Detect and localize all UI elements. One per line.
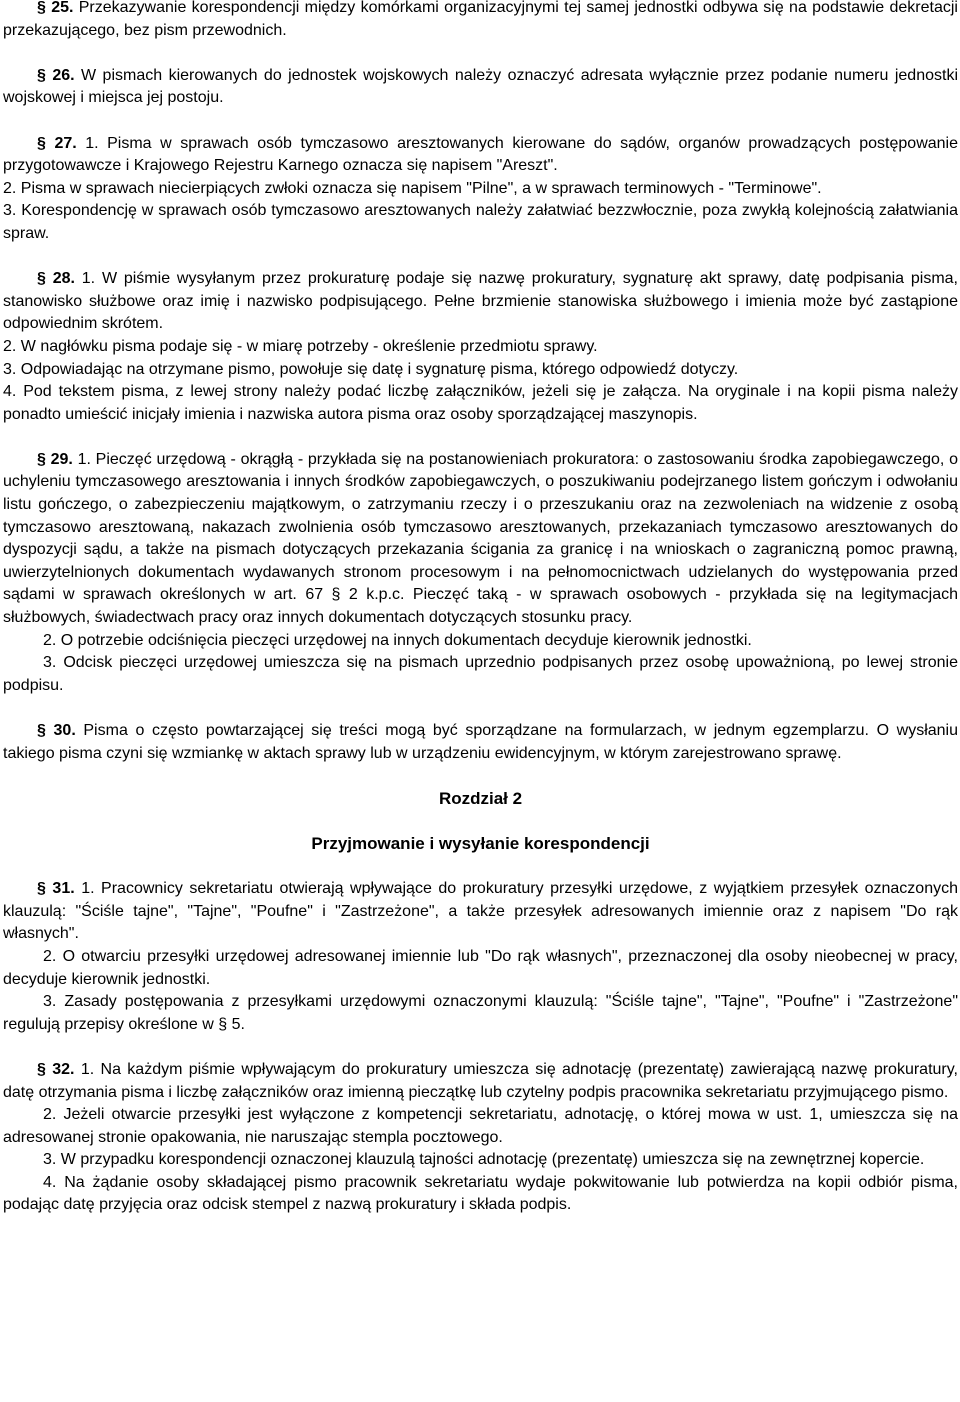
paragraph: 3. Odcisk pieczęci urzędowej umieszcza się na pismach uprzednio podpisanych przez osobę upoważnioną, po lewej stronie podpisu.	[3, 654, 958, 694]
section-number: § 27.	[37, 134, 77, 152]
section-number: § 28.	[37, 270, 75, 288]
paragraph-text: W pismach kierowanych do jednostek wojskowych należy oznaczyć adresata wyłącznie przez podanie numeru jednostki wojskowej i miejsca jej postoju.	[3, 66, 958, 107]
paragraph: 3. Odpowiadając na otrzymane pismo, powołuje się datę i sygnaturę pisma, którego odpowiedź dotyczy.	[3, 360, 739, 378]
document-page	[3, 0, 958, 1217]
section-27	[3, 133, 958, 246]
section-number: § 32.	[37, 1060, 75, 1078]
paragraph	[3, 0, 958, 42]
section-number: § 31.	[37, 880, 75, 898]
paragraph	[3, 720, 958, 765]
paragraph: 3. W przypadku korespondencji oznaczonej klauzulą tajności adnotację (prezentatę) umieszcza się na zewnętrznej kopercie.	[43, 1151, 925, 1169]
paragraph	[3, 268, 958, 336]
paragraph	[3, 133, 958, 178]
paragraph: 3. Korespondencję w sprawach osób tymczasowo aresztowanych należy załatwiać bezzwłocznie, poza zwykłą kolejnością załatwiania spraw.	[3, 202, 958, 242]
chapter-title: Przyjmowanie i wysyłanie korespondencji	[311, 833, 650, 853]
paragraph: 4. Pod tekstem pisma, z lewej strony należy podać liczbę załączników, jeżeli się je załącza. Na oryginale i na kopii pisma należy ponadto umieścić inicjały imienia i nazwiska autora pisma oraz osoby sporządzającej maszynopis.	[3, 383, 958, 423]
paragraph-text: 1. Pieczęć urzędową - okrągłą - przykłada się na postanowieniach prokuratora: o zastosowaniu środka zapobiegawczego, o uchyleniu tymczasowego aresztowania i innych środków zapobiegawczych, o poszukiwaniu podejrzanego listem gończym i odwołaniu listu gończego, o zabezpieczeniu majątkowym, o zatrzymaniu rzeczy i o przeszukaniu oraz na zezwoleniach na widzenie z osobą tymczasowo aresztowaną, nakazach zwolnienia osób tymczasowo aresztowanych, przekazaniach tymczasowo aresztowanych do dyspozycji sądu, a także na pismach dotyczących przekazania ścigania za granicę i na wnioskach o zagraniczną pomoc prawną, uwierzytelnionych dokumentach wydawanych stronom procesowym i na pełnomocnictwach udzielanych do występowania przed sądami w sprawach określonych w art. 67 § 2 k.p.c. Pieczęć taką - w sprawach osobowych - przykłada się na legitymacjach służbowych, świadectwach pracy oraz innych dokumentach dotyczących stosunku pracy.	[3, 450, 958, 627]
paragraph: 2. O otwarciu przesyłki urzędowej adresowanej imiennie lub "Do rąk własnych", przeznaczonej dla osoby nieobecnej w pracy, decyduje kierownik jednostki.	[3, 947, 958, 988]
section-30	[3, 720, 958, 765]
section-number: § 29.	[37, 450, 73, 468]
paragraph-text: 1. Na każdym piśmie wpływającym do prokuratury umieszcza się adnotację (prezentatę) zawierającą nazwę prokuratury, datę otrzymania pisma i liczbę załączników oraz imienną pieczątkę lub czytelny podpis pracownika sekretariatu przyjmującego pismo.	[3, 1060, 958, 1101]
paragraph	[3, 449, 958, 630]
paragraph-text: Przekazywanie korespondencji między komórkami organizacyjnymi tej samej jednostki odbywa się na podstawie dekretacji przekazującego, bez pism przewodnich.	[3, 0, 958, 39]
paragraph-text: Pisma o często powtarzającej się treści mogą być sporządzane na formularzach, w jednym egzemplarzu. O wysłaniu takiego pisma czyni się wzmiankę w aktach sprawy lub w urządzeniu ewidencyjnym, w którym zarejestrowano sprawę.	[3, 722, 958, 762]
section-number: § 26.	[37, 66, 75, 84]
paragraph-text: 1. Pisma w sprawach osób tymczasowo aresztowanych kierowane do sądów, organów prowadzących postępowanie przygotowawcze i Krajowego Rejestru Karnego oznacza się napisem "Areszt".	[3, 134, 958, 175]
paragraph: 2. W nagłówku pisma podaje się - w miarę potrzeby - określenie przedmiotu sprawy.	[3, 337, 598, 355]
paragraph	[3, 1059, 958, 1104]
paragraph: 2. Pisma w sprawach niecierpiących zwłoki oznacza się napisem "Pilne", a w sprawach terminowych - "Terminowe".	[3, 179, 822, 197]
chapter-label: Rozdział 2	[438, 788, 523, 808]
paragraph-text: 1. Pracownicy sekretariatu otwierają wpływające do prokuratury przesyłki urzędowe, z wyjątkiem przesyłek oznaczonych klauzulą: "Ściśle tajne", "Tajne", "Poufne" i "Zastrzeżone", a także przesyłek adresowanych imiennie oraz z napisem "Do rąk własnych".	[3, 880, 958, 943]
section-number: § 25.	[37, 0, 74, 16]
paragraph: 3. Zasady postępowania z przesyłkami urzędowymi oznaczonymi klauzulą: "Ściśle tajne", "Tajne", "Poufne" i "Zastrzeżone" regulują przepisy określone w § 5.	[3, 993, 958, 1033]
paragraph: 2. O potrzebie odciśnięcia pieczęci urzędowej na innych dokumentach decyduje kierownik jednostki.	[43, 631, 752, 649]
section-26	[3, 65, 958, 110]
section-number: § 30.	[37, 722, 76, 739]
section-29	[3, 449, 958, 698]
section-31	[3, 878, 958, 1036]
paragraph	[3, 878, 958, 946]
paragraph: 2. Jeżeli otwarcie przesyłki jest wyłączone z kompetencji sekretariatu, adnotację, o której mowa w ust. 1, umieszcza się na adresowanej stronie opakowania, nie naruszając stempla pocztowego.	[3, 1106, 958, 1146]
paragraph: 4. Na żądanie osoby składającej pismo pracownik sekretariatu wydaje pokwitowanie lub potwierdza na kopii odbiór pisma, podając datę przyjęcia oraz odcisk stempel z nazwą prokuratury i składa podpis.	[3, 1173, 958, 1214]
section-25	[3, 0, 958, 42]
paragraph-text: 1. W piśmie wysyłanym przez prokuraturę podaje się nazwę prokuratury, sygnaturę akt sprawy, datę podpisania pisma, stanowisko służbowe oraz imię i nazwisko podpisującego. Pełne brzmienie stanowiska służbowego i imienia może być zastąpione odpowiednim skrótem.	[3, 270, 959, 333]
section-32	[3, 1059, 958, 1217]
section-28	[3, 268, 958, 426]
paragraph	[3, 65, 958, 110]
